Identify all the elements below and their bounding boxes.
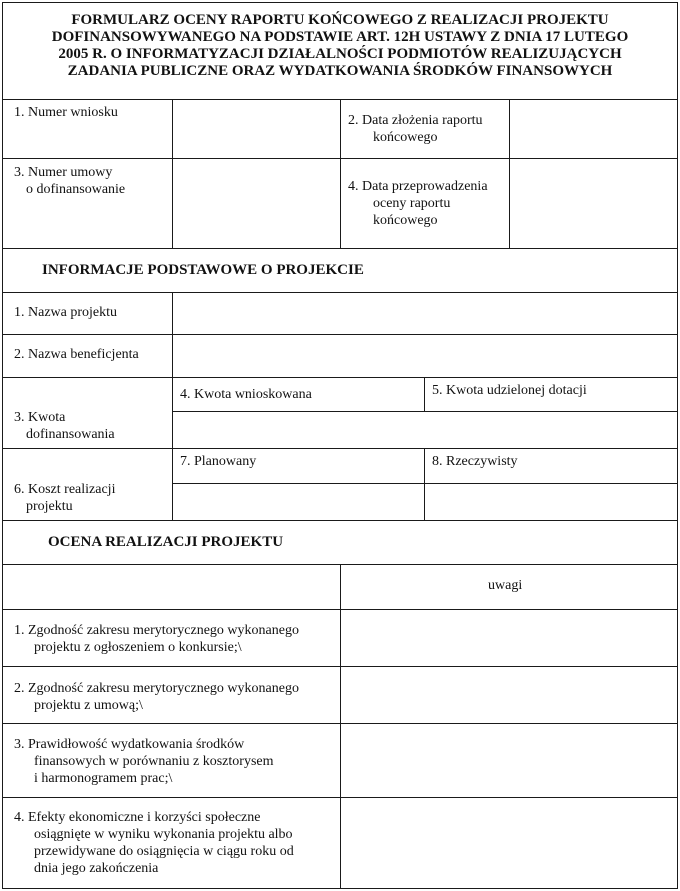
input-data-oceny[interactable] [510,159,677,248]
input-uwagi-3[interactable] [341,724,677,797]
criterion-3-text-cont: i harmonogramem prac;\ [34,771,173,786]
input-rzeczywisty[interactable] [425,484,677,520]
label-kwota-dofinansowania-cont: dofinansowania [26,427,115,442]
label-numer-umowy: 3. Numer umowy [14,165,113,180]
label-koszt-realizacji: 6. Koszt realizacji [14,482,116,497]
input-kwota-udzielonej[interactable] [425,412,677,448]
label-kwota-udzielonej: 5. Kwota udzielonej dotacji [432,383,587,398]
input-kwota-wnioskowana[interactable] [173,412,424,448]
rule-v [424,377,425,411]
title-line: 2005 R. O INFORMATYZACJI DZIAŁALNOŚCI PODMIOTÓW REALIZUJĄCYCH [58,46,622,62]
input-uwagi-1[interactable] [341,610,677,666]
title-line: DOFINANSOWYWANEGO NA PODSTAWIE ART. 12H USTAWY Z DNIA 17 LUTEGO [51,29,629,45]
frame-left [2,2,3,889]
input-uwagi-2[interactable] [341,667,677,723]
rule [2,448,678,449]
criterion-4-text-cont: dnia jego zakończenia [34,861,159,876]
form-title [0,12,680,80]
label-numer-wniosku: 1. Numer wniosku [14,105,118,120]
rule [2,377,678,378]
label-data-oceny-cont: oceny raportu [373,196,451,211]
label-data-oceny: 4. Data przeprowadzenia [348,179,488,194]
criterion-4-text-cont: osiągnięte w wyniku wykonania projektu albo [34,827,293,842]
input-planowany[interactable] [173,484,424,520]
rule [2,520,678,521]
input-nazwa-projektu[interactable] [173,293,677,334]
criterion-2-text-cont: projektu z umową;\ [34,698,143,713]
criterion-3-text: 3. Prawidłowość wydatkowania środków [14,737,245,752]
input-numer-umowy[interactable] [173,159,340,248]
label-planowany: 7. Planowany [180,454,257,469]
label-numer-umowy-cont: o dofinansowanie [26,182,126,197]
frame-top [2,2,678,3]
frame-right [677,2,678,889]
criterion-1-text: 1. Zgodność zakresu merytorycznego wykonanego [14,623,299,638]
label-data-oceny-cont: końcowego [373,213,438,228]
section-eval-heading: OCENA REALIZACJI PROJEKTU [48,534,284,550]
criterion-3-text-cont: finansowych w porównaniu z kosztorysem [34,754,274,769]
title-line: FORMULARZ OCENY RAPORTU KOŃCOWEGO Z REALIZACJI PROJEKTU [71,12,609,28]
label-nazwa-projektu: 1. Nazwa projektu [14,305,118,320]
label-kwota-dofinansowania: 3. Kwota [14,410,66,425]
input-numer-wniosku[interactable] [173,100,340,158]
label-rzeczywisty: 8. Rzeczywisty [432,454,518,469]
input-data-zlozenia[interactable] [510,100,677,158]
label-nazwa-beneficjenta: 2. Nazwa beneficjenta [14,347,139,362]
criterion-1-text-cont: projektu z ogłoszeniem o konkursie;\ [34,640,242,655]
label-data-zlozenia: 2. Data złożenia raportu [348,113,483,128]
rule [2,248,678,249]
input-uwagi-4[interactable] [341,798,677,888]
criterion-4-text-cont: przewidywane do osiągnięcia w ciągu roku od [34,844,294,859]
rule-v [340,99,341,248]
label-data-zlozenia-cont: końcowego [373,130,438,145]
label-kwota-wnioskowana: 4. Kwota wnioskowana [180,387,312,402]
input-nazwa-beneficjenta[interactable] [173,335,677,377]
criterion-2-text: 2. Zgodność zakresu merytorycznego wykonanego [14,681,299,696]
frame-bottom [2,888,678,889]
title-line: ZADANIA PUBLICZNE ORAZ WYDATKOWANIA ŚRODKÓW FINANSOWYCH [67,63,613,79]
criterion-4-text: 4. Efekty ekonomiczne i korzyści społeczne [14,810,261,825]
label-koszt-realizacji-cont: projektu [26,499,73,514]
header-uwagi: uwagi [488,578,523,593]
section-basic-heading: INFORMACJE PODSTAWOWE O PROJEKCIE [42,262,364,278]
